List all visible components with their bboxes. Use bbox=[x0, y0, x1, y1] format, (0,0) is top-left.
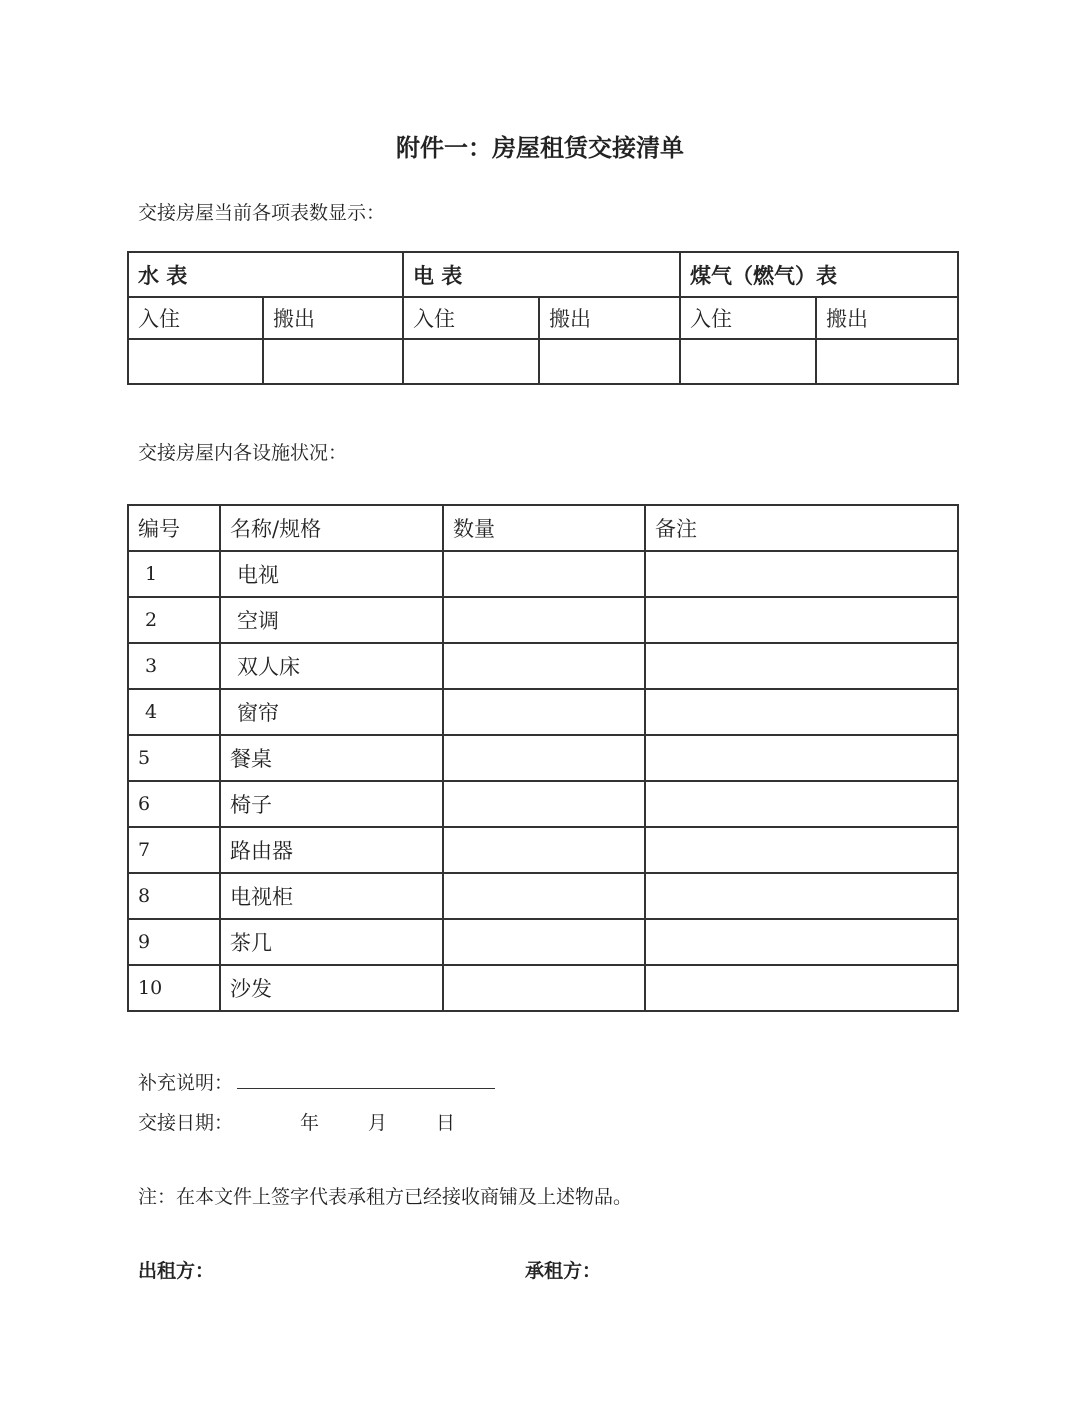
electric-move-in-value[interactable] bbox=[403, 339, 539, 384]
row-quantity[interactable] bbox=[443, 965, 645, 1011]
row-number: 7 bbox=[128, 827, 220, 873]
row-remarks[interactable] bbox=[645, 643, 958, 689]
row-quantity[interactable] bbox=[443, 873, 645, 919]
row-remarks[interactable] bbox=[645, 551, 958, 597]
table-row bbox=[128, 551, 958, 597]
electric-meter-header: 电 表 bbox=[403, 252, 680, 297]
header-remarks: 备注 bbox=[645, 505, 958, 551]
row-number: 10 bbox=[128, 965, 220, 1011]
electric-move-out-value[interactable] bbox=[539, 339, 680, 384]
table-row bbox=[128, 643, 958, 689]
row-quantity[interactable] bbox=[443, 919, 645, 965]
table-row bbox=[128, 781, 958, 827]
row-number: 9 bbox=[128, 919, 220, 965]
row-name: 电视 bbox=[220, 551, 443, 597]
table-row bbox=[128, 689, 958, 735]
row-name: 电视柜 bbox=[220, 873, 443, 919]
facility-header-row bbox=[128, 505, 958, 551]
row-quantity[interactable] bbox=[443, 551, 645, 597]
date-day: 日 bbox=[436, 1112, 456, 1134]
gas-move-in-value[interactable] bbox=[680, 339, 816, 384]
gas-move-out-label: 搬出 bbox=[816, 297, 958, 339]
header-quantity: 数量 bbox=[443, 505, 645, 551]
water-move-in-value[interactable] bbox=[128, 339, 263, 384]
meter-table bbox=[127, 251, 959, 385]
row-number: 6 bbox=[128, 781, 220, 827]
table-row bbox=[128, 873, 958, 919]
row-number: 2 bbox=[128, 597, 220, 643]
header-number: 编号 bbox=[128, 505, 220, 551]
row-name: 沙发 bbox=[220, 965, 443, 1011]
table-row bbox=[128, 597, 958, 643]
row-number: 1 bbox=[128, 551, 220, 597]
date-label: 交接日期： bbox=[138, 1112, 234, 1134]
row-name: 窗帘 bbox=[220, 689, 443, 735]
facility-intro: 交接房屋内各设施状况： bbox=[138, 442, 348, 464]
row-number: 5 bbox=[128, 735, 220, 781]
electric-move-in-label: 入住 bbox=[403, 297, 539, 339]
row-quantity[interactable] bbox=[443, 689, 645, 735]
row-name: 茶几 bbox=[220, 919, 443, 965]
row-quantity[interactable] bbox=[443, 735, 645, 781]
row-quantity[interactable] bbox=[443, 597, 645, 643]
table-row bbox=[128, 919, 958, 965]
row-name: 路由器 bbox=[220, 827, 443, 873]
row-remarks[interactable] bbox=[645, 781, 958, 827]
row-remarks[interactable] bbox=[645, 873, 958, 919]
table-row bbox=[128, 965, 958, 1011]
gas-move-out-value[interactable] bbox=[816, 339, 958, 384]
meter-intro: 交接房屋当前各项表数显示： bbox=[138, 202, 386, 224]
row-quantity[interactable] bbox=[443, 643, 645, 689]
row-quantity[interactable] bbox=[443, 781, 645, 827]
header-name-spec: 名称/规格 bbox=[220, 505, 443, 551]
row-name: 餐桌 bbox=[220, 735, 443, 781]
row-remarks[interactable] bbox=[645, 689, 958, 735]
row-remarks[interactable] bbox=[645, 827, 958, 873]
row-remarks[interactable] bbox=[645, 919, 958, 965]
table-row bbox=[128, 827, 958, 873]
supplement-input-line[interactable] bbox=[237, 1070, 495, 1089]
row-number: 3 bbox=[128, 643, 220, 689]
gas-move-in-label: 入住 bbox=[680, 297, 816, 339]
lessor-signature-label: 出租方： bbox=[138, 1260, 215, 1282]
row-number: 8 bbox=[128, 873, 220, 919]
row-number: 4 bbox=[128, 689, 220, 735]
table-row bbox=[128, 735, 958, 781]
row-remarks[interactable] bbox=[645, 965, 958, 1011]
row-remarks[interactable] bbox=[645, 735, 958, 781]
row-remarks[interactable] bbox=[645, 597, 958, 643]
supplement-line bbox=[138, 1068, 495, 1095]
page-title: 附件一：房屋租赁交接清单 bbox=[396, 133, 684, 162]
gas-meter-header: 煤气（燃气）表 bbox=[680, 252, 958, 297]
water-move-out-value[interactable] bbox=[263, 339, 403, 384]
facility-table bbox=[127, 504, 959, 1012]
electric-move-out-label: 搬出 bbox=[539, 297, 680, 339]
supplement-label: 补充说明： bbox=[138, 1072, 234, 1094]
row-name: 椅子 bbox=[220, 781, 443, 827]
water-move-in-label: 入住 bbox=[128, 297, 263, 339]
row-name: 双人床 bbox=[220, 643, 443, 689]
row-name: 空调 bbox=[220, 597, 443, 643]
date-year: 年 bbox=[300, 1112, 320, 1134]
lessee-signature-label: 承租方： bbox=[525, 1260, 602, 1282]
signature-note: 注：在本文件上签字代表承租方已经接收商铺及上述物品。 bbox=[138, 1186, 633, 1208]
row-quantity[interactable] bbox=[443, 827, 645, 873]
date-month: 月 bbox=[368, 1112, 388, 1134]
water-move-out-label: 搬出 bbox=[263, 297, 403, 339]
water-meter-header: 水 表 bbox=[128, 252, 403, 297]
